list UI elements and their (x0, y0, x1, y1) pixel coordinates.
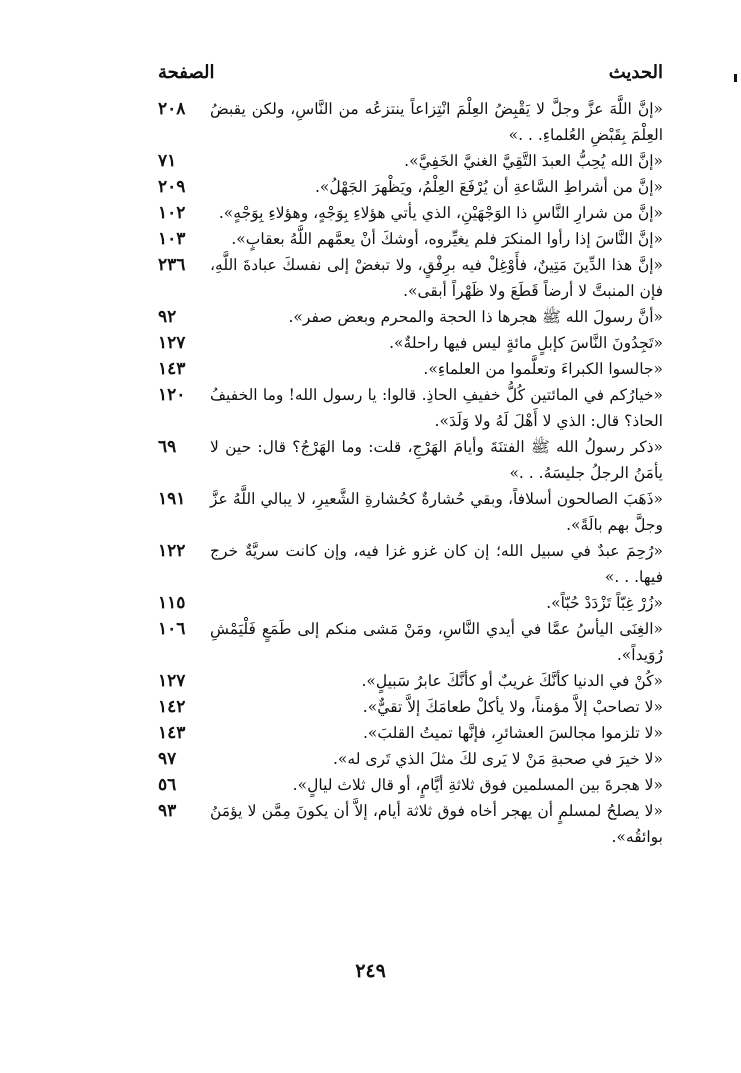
page-reference: ١٤٢ (158, 697, 186, 717)
index-entry (0, 434, 741, 486)
page-reference: ٢٠٩ (158, 177, 186, 197)
index-entry (0, 304, 741, 330)
hadith-text: «لا يصلحُ لمسلمٍ أن يهجر أخاه فوق ثلاثة أيام، إلاَّ أن يكونَ مِمَّن لا يؤمَنُ بوائقُه». (210, 802, 663, 846)
page-reference: ٩٧ (158, 749, 177, 769)
page-number: ٢٤٩ (355, 960, 386, 982)
index-entry (0, 148, 741, 174)
page-reference: ١٢٧ (158, 671, 186, 691)
page-reference: ١٠٢ (158, 203, 186, 223)
index-entry (0, 798, 741, 850)
hadith-text: «إنَّ النَّاسَ إذا رأوا المنكرَ فلم يغيِّروه، أوشكَ أنْ يعمَّهم اللَّهُ بعقابٍ». (231, 230, 663, 248)
hadith-text: «إنَّ من شرارِ النَّاسِ ذا الوَجْهَيْنِ، الذي يأتي هؤلاءِ بِوَجْهٍ، وهؤلاءِ بِوَجْهٍ». (218, 204, 663, 222)
hadith-text: «تَجِدُونَ النَّاسَ كإبلٍ مائةٍ ليس فيها راحلةٌ». (389, 334, 663, 352)
index-entry (0, 252, 741, 304)
page-reference: ٢٠٨ (158, 99, 186, 119)
hadith-text: «جالسوا الكبراءَ وتعلَّموا من العلماءِ». (423, 360, 663, 378)
page-reference: ١٠٦ (158, 619, 186, 639)
hadith-text: «أنَّ رسولَ الله ﷺ هجرها ذا الحجة والمحرم وبعض صفر». (288, 308, 663, 326)
index-entry (0, 486, 741, 538)
index-entry (0, 226, 741, 252)
page-reference: ٩٣ (158, 801, 177, 821)
hadith-text: «لا خيرَ في صحبةِ مَنْ لا يَرى لكَ مثلَ الذي تَرى له». (333, 750, 663, 768)
hadith-text: «إنَّ اللَّهَ عزَّ وجلَّ لا يَقْبِضُ العِلْمَ انْتِزاعاً ينتزعُه من النَّاسِ، ولكن يقبضُ العِلْمَ بِقَبْضِ العُلماءِ. . .» (210, 100, 663, 144)
page-reference: ١٠٣ (158, 229, 186, 249)
header-hadith-label: الحديث (608, 62, 663, 83)
page-reference: ١٢٠ (158, 385, 186, 405)
hadith-text: «إنَّ الله يُحِبُّ العبدَ التَّقِيَّ الغنيَّ الخَفِيَّ». (404, 152, 663, 170)
hadith-text: «إنَّ من أشراطِ السَّاعةِ أن يُرْفَعَ العِلْمُ، ويَظْهرَ الجَهْلُ». (314, 178, 663, 196)
index-entry (0, 772, 741, 798)
page-reference: ١٩١ (158, 489, 186, 509)
index-entry (0, 330, 741, 356)
page-reference: ٢٣٦ (158, 255, 186, 275)
page-reference: ١٤٣ (158, 359, 186, 379)
index-entry (0, 538, 741, 590)
page-reference: ٥٦ (158, 775, 177, 795)
hadith-text: «ذَهَبَ الصالحون أسلافاً، وبقي حُشارةٌ كحُشارةِ الشَّعيرِ، لا يبالي اللَّهُ عزَّ وجلَّ بهم بالَةً». (210, 490, 663, 534)
hadith-text: «لا تصاحبْ إلاَّ مؤمناً، ولا يأكلْ طعامَكَ إلاَّ تقيٌّ». (362, 698, 663, 716)
hadith-text: «كُنْ في الدنيا كأنَّكَ غريبٌ أو كأنَّكَ عابرُ سَبيلٍ». (361, 672, 663, 690)
hadith-text: «رُحِمَ عبدٌ في سبيل الله؛ إن كان غزو غزا فيه، وإن كانت سريَّةٌ خرج فيها. . .» (210, 542, 663, 586)
index-entry (0, 590, 741, 616)
hadith-text: «ذكر رسولُ الله ﷺ الفتنَةَ وأيامَ الهَرْجِ، قلت: وما الهَرْجُ؟ قال: حين لا يأمَنُ الرجلُ جليسَهُ. . .» (210, 438, 663, 482)
hadith-text: «زُرْ غِبّاً تَزْدَدْ حُبّاً». (546, 594, 663, 612)
hadith-text: «خيارُكم في المائتين كُلُّ خفيفِ الحاذِ. قالوا: يا رسول الله! وما الخفيفُ الحاذ؟ قال: الذي لا أَهْلَ لَهُ ولا وَلَدَ». (210, 386, 663, 430)
page-reference: ١٢٧ (158, 333, 186, 353)
page-reference: ٧١ (158, 151, 177, 171)
index-entry (0, 96, 741, 148)
page-reference: ١٤٣ (158, 723, 186, 743)
header-page-label: الصفحة (158, 62, 215, 83)
index-entry (0, 200, 741, 226)
page-reference: ٩٢ (158, 307, 177, 327)
page-reference: ٦٩ (158, 437, 177, 457)
index-entry (0, 616, 741, 668)
index-entry (0, 668, 741, 694)
hadith-text: «لا تلزموا مجالسَ العشائرِ، فإنَّها تميتُ القلبَ». (362, 724, 663, 742)
hadith-text: «إنَّ هذا الدِّينَ مَتِينٌ، فأَوْغِلْ فيه برِفْقٍ، ولا تبغضْ إلى نفسكَ عبادةَ اللَّهِ، فإن المنبتَّ لا أرضاً قَطَعَ ولا ظَهْراً أبقى». (210, 256, 663, 300)
page-reference: ١٢٢ (158, 541, 186, 561)
index-entry (0, 356, 741, 382)
index-entry (0, 746, 741, 772)
index-entry (0, 382, 741, 434)
page-reference: ١١٥ (158, 593, 186, 613)
page-edge-mark (734, 74, 737, 82)
index-header (158, 62, 663, 83)
index-entry (0, 694, 741, 720)
index-entry (0, 720, 741, 746)
hadith-text: «الغِنَى اليأسُ عمَّا في أيدي النَّاسِ، ومَنْ مَشى منكم إلى طَمَعٍ فَلْيَمْشِ رُوَيداً». (210, 620, 663, 664)
hadith-text: «لا هجرةَ بين المسلمين فوق ثلاثةِ أيَّامٍ، أو قال ثلاث ليالٍ». (292, 776, 663, 794)
hadith-index-list (0, 96, 741, 850)
index-entry (0, 174, 741, 200)
